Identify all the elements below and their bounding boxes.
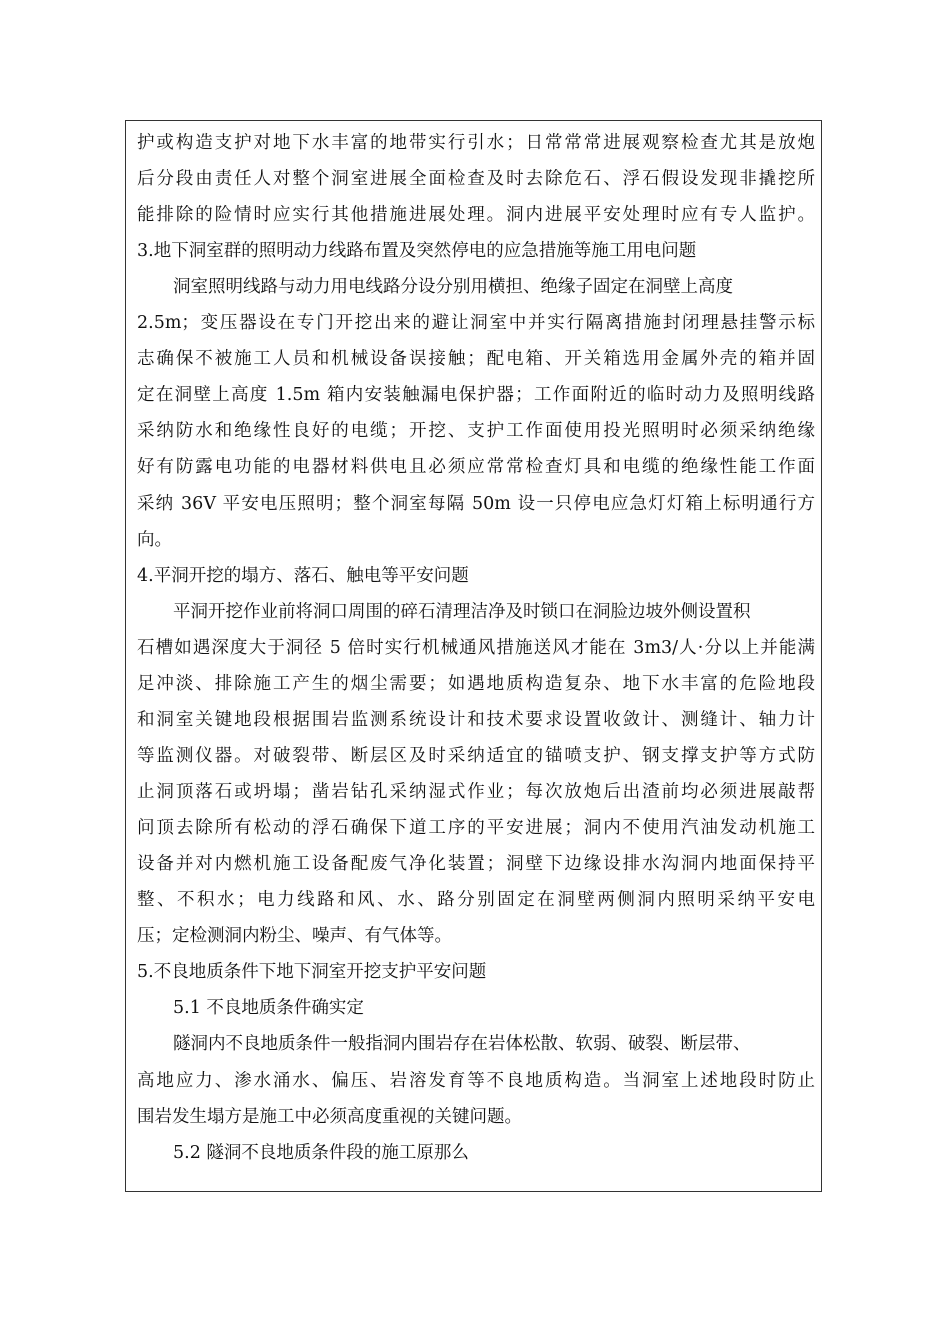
text-line: 石槽如遇深度大于洞径 5 倍时实行机械通风措施送风才能在 3m3/人·分以上并能满 (137, 638, 815, 658)
text-line: 5.2 隧洞不良地质条件段的施工原那么 (173, 1143, 469, 1163)
text-line: 定在洞壁上高度 1.5m 箱内安装触漏电保护器；工作面附近的临时动力及照明线路 (137, 385, 815, 405)
text-line: 2.5m；变压器设在专门开挖出来的避让洞室中并实行隔离措施封闭理悬挂警示标 (137, 313, 815, 333)
text-line: 能排除的险情时应实行其他措施进展处理。洞内进展平安处理时应有专人监护。 (137, 205, 815, 225)
text-line: 足冲淡、排除施工产生的烟尘需要；如遇地质构造复杂、地下水丰富的危险地段 (137, 674, 815, 694)
text-line: 护或构造支护对地下水丰富的地带实行引水；日常常常进展观察检查尤其是放炮 (137, 133, 815, 153)
text-line: 洞室照明线路与动力用电线路分设分别用横担、绝缘子固定在洞壁上高度 (173, 277, 733, 297)
text-line: 志确保不被施工人员和机械设备误接触；配电箱、开关箱选用金属外壳的箱并固 (137, 349, 815, 369)
text-line: 高地应力、渗水涌水、偏压、岩溶发育等不良地质构造。当洞室上述地段时防止 (137, 1071, 815, 1091)
text-line: 4.平洞开挖的塌方、落石、触电等平安问题 (137, 566, 469, 586)
text-line: 平洞开挖作业前将洞口周围的碎石清理洁净及时锁口在洞脸边坡外侧设置积 (173, 602, 751, 622)
text-line: 5.1 不良地质条件确实定 (173, 998, 364, 1018)
text-line: 整、不积水；电力线路和风、水、路分别固定在洞壁两侧洞内照明采纳平安电 (137, 890, 815, 910)
text-line: 向。 (137, 530, 172, 550)
text-line: 好有防露电功能的电器材料供电且必须应常常检查灯具和电缆的绝缘性能工作面 (137, 457, 815, 477)
text-line: 和洞室关键地段根据围岩监测系统设计和技术要求设置收敛计、测缝计、轴力计 (137, 710, 815, 730)
text-line: 采纳 36V 平安电压照明；整个洞室每隔 50m 设一只停电应急灯灯箱上标明通行方 (137, 494, 815, 514)
text-line: 3.地下洞室群的照明动力线路布置及突然停电的应急措施等施工用电问题 (137, 241, 697, 261)
text-line: 5.不良地质条件下地下洞室开挖支护平安问题 (137, 962, 487, 982)
text-line: 设备并对内燃机施工设备配废气净化装置；洞壁下边缘设排水沟洞内地面保持平 (137, 854, 815, 874)
text-line: 后分段由责任人对整个洞室进展全面检查及时去除危石、浮石假设发现非撬挖所 (137, 169, 815, 189)
text-line: 围岩发生塌方是施工中必须高度重视的关键问题。 (137, 1107, 522, 1127)
text-line: 问顶去除所有松动的浮石确保下道工序的平安进展；洞内不使用汽油发动机施工 (137, 818, 815, 838)
text-line: 隧洞内不良地质条件一般指洞内围岩存在岩体松散、软弱、破裂、断层带、 (173, 1034, 751, 1054)
text-line: 等监测仪器。对破裂带、断层区及时采纳适宜的锚喷支护、钢支撑支护等方式防 (137, 746, 815, 766)
text-line: 采纳防水和绝缘性良好的电缆；开挖、支护工作面使用投光照明时必须采纳绝缘 (137, 421, 815, 441)
text-line: 止洞顶落石或坍塌；凿岩钻孔采纳湿式作业；每次放炮后出渣前均必须进展敲帮 (137, 782, 815, 802)
text-line: 压；定检测洞内粉尘、噪声、有气体等。 (137, 926, 452, 946)
